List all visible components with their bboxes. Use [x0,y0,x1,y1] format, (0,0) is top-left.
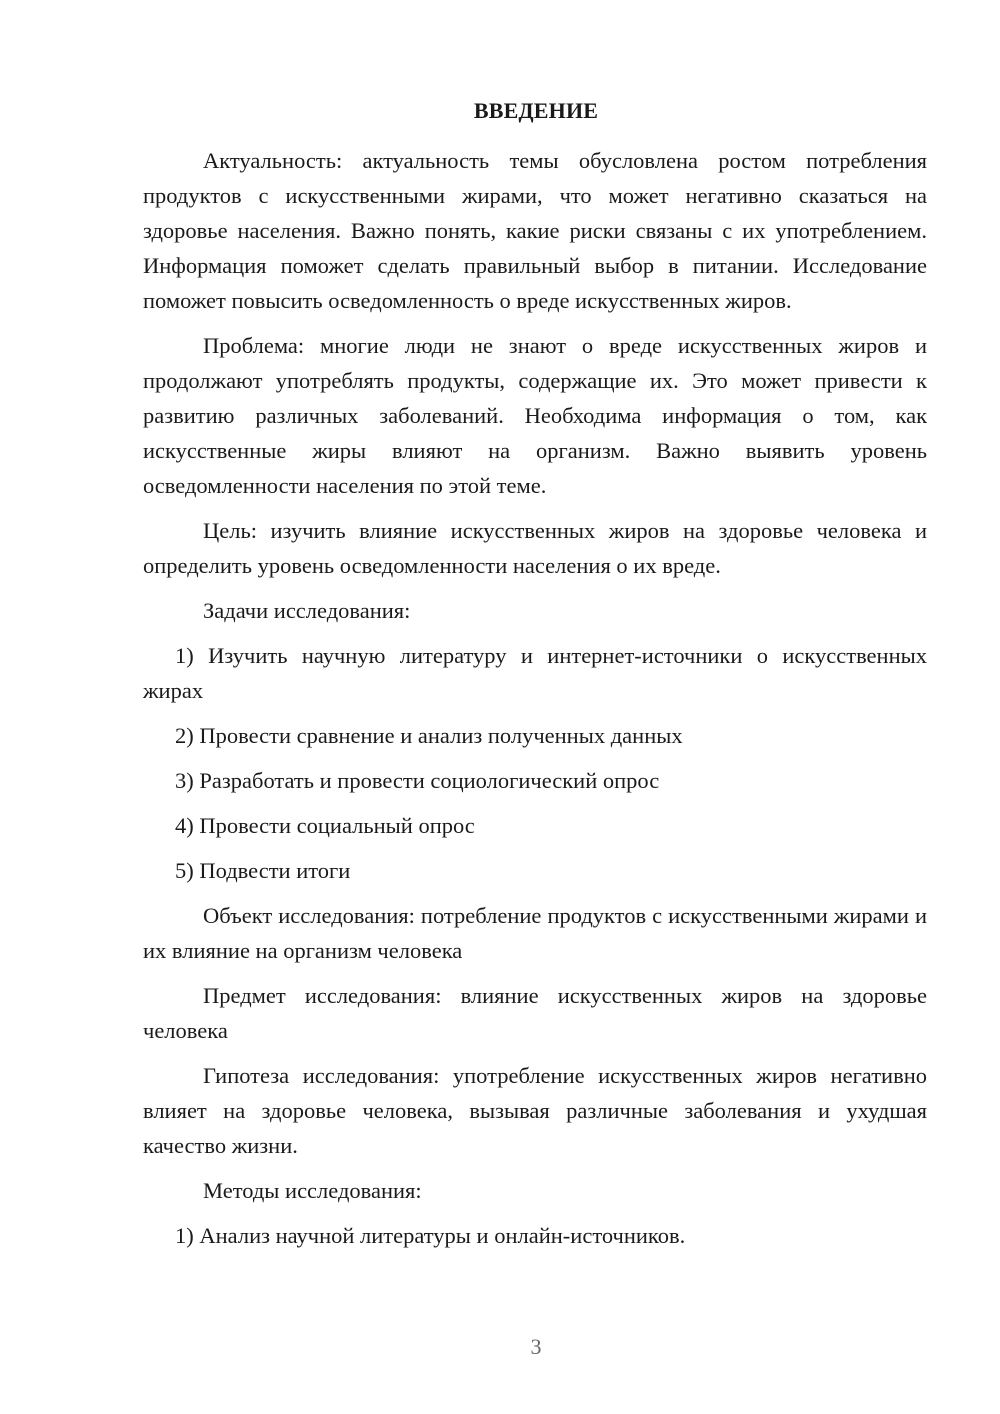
paragraph-goal: Цель: изучить влияние искусственных жиров на здоровье человека и определить уровень осведомленности населения о их вреде. [143,518,927,578]
paragraph-problem: Проблема: многие люди не знают о вреде искусственных жиров и продолжают употреблять продукты, содержащие их. Это может привести к развитию различных заболеваний. Необходима информация о том, как искусственные жиры влияют на организм. Важно выявить уровень осведомленности населения по этой теме. [143,333,927,498]
task-item: 5) Подвести итоги [175,858,351,883]
paragraph-hypothesis: Гипотеза исследования: употребление искусственных жиров негативно влияет на здоровье человека, вызывая различные заболевания и ухудшая качество жизни. [143,1063,927,1158]
task-item: 1) Изучить научную литературу и интернет-источники о искусственных жирах [143,643,927,703]
paragraph-object: Объект исследования: потребление продуктов с искусственными жирами и их влияние на организм человека [143,903,927,963]
task-item: 2) Провести сравнение и анализ полученных данных [175,723,683,748]
paragraph-subject: Предмет исследования: влияние искусственных жиров на здоровье человека [143,983,927,1043]
methods-heading: Методы исследования: [203,1178,422,1203]
page-number: 3 [530,1334,542,1359]
tasks-heading: Задачи исследования: [203,598,411,623]
document-body [143,143,927,1263]
task-item: 4) Провести социальный опрос [175,813,475,838]
task-item: 3) Разработать и провести социологический опрос [175,768,660,793]
section-title: ВВЕДЕНИЕ [473,98,599,123]
method-item: 1) Анализ научной литературы и онлайн-источников. [175,1223,686,1248]
paragraph-relevance: Актуальность: актуальность темы обусловлена ростом потребления продуктов с искусственными жирами, что может негативно сказаться на здоровье населения. Важно понять, какие риски связаны с их употреблением. Информация поможет сделать правильный выбор в питании. Исследование поможет повысить осведомленность о вреде искусственных жиров. [143,148,927,313]
